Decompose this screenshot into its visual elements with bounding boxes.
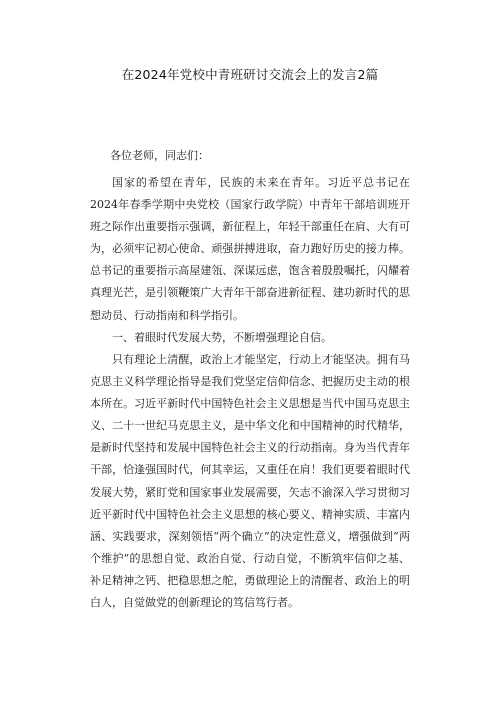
body-paragraph: 只有理论上清醒，政治上才能坚定，行动上才能坚决。拥有马克思主义科学理论指导是我们党坚定信仰信念、把握历史主动的根本所在。习近平新时代中国特色社会主义思想是当代中国马克思主义、二十一世纪马克思主义，是中华文化和中国精神的时代精华，是新时代坚持和发展中国特色社会主义的行动指南。身为当代青年干部，恰逢强国时代，何其幸运，又重任在肩！我们更要着眼时代发展大势，紧盯党和国家事业发展需要，矢志不渝深入学习贯彻习近平新时代中国特色社会主义思想的核心要义、精神实质、丰富内涵、实践要求，深刻领悟“两个确立”的决定性意义，增强做到“两个维护”的思想自觉、政治自觉、行动自觉，不断筑牢信仰之基、补足精神之钙、把稳思想之舵，勇做理论上的清醒者、政治上的明白人，自觉做党的创新理论的笃信笃行者。 (90, 353, 410, 610)
document-title: 在2024年党校中青班研讨交流会上的发言2篇 (121, 67, 379, 82)
salutation: 各位老师，同志们： (110, 149, 209, 162)
section-heading: 一、着眼时代发展大势，不断增强理论自信。 (112, 331, 332, 344)
body-paragraph: 国家的希望在青年，民族的未来在青年。习近平总书记在2024年春季学期中央党校（国家行政学院）中青年干部培训班开班之际作出重要指示强调，新征程上，年轻干部重任在肩、大有可为，必须牢记初心使命、顽强拼搏进取，奋力跑好历史的接力棒。总书记的重要指示高屋建瓴、深谋远虑，饱含着殷殷嘱托，闪耀着真理光芒，是引领鞭策广大青年干部奋进新征程、建功新时代的思想动员、行动指南和科学指引。 (90, 176, 410, 322)
